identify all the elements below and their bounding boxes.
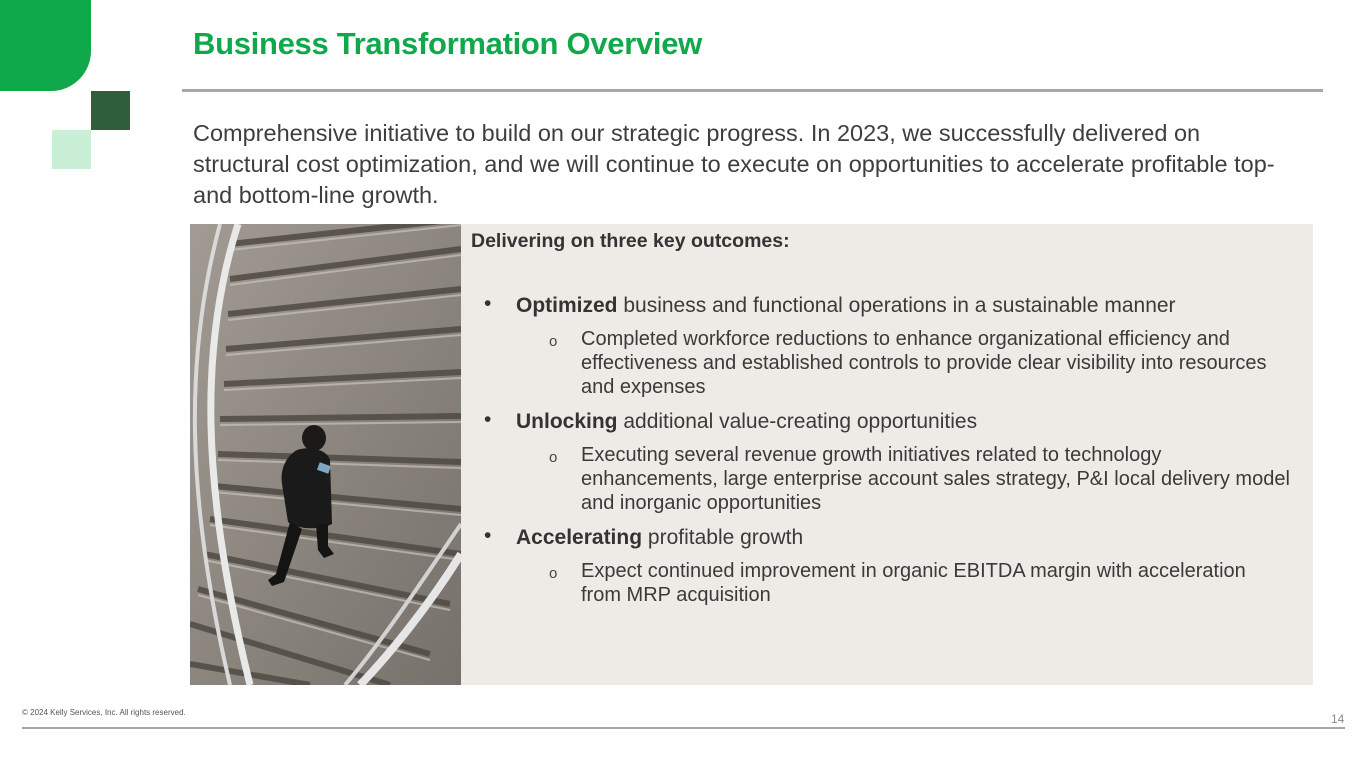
outcome-2-rest: additional value-creating opportunities (617, 410, 978, 433)
outcome-3-bold: Accelerating (516, 526, 643, 549)
outcome-3 (516, 526, 803, 550)
page-title: Business Transformation Overview (193, 26, 702, 61)
copyright-footer: © 2024 Kelly Services, Inc. All rights reserved. (22, 708, 186, 717)
outcome-2 (516, 410, 977, 434)
bullet-glyph: • (484, 292, 492, 315)
brand-light-square (52, 130, 91, 169)
bullet-glyph: • (484, 524, 492, 547)
stairs-photo (190, 224, 461, 685)
outcome-3-rest: profitable growth (642, 526, 804, 549)
sub-bullet-glyph: o (549, 449, 558, 466)
outcomes-panel (461, 224, 1313, 685)
outcome-2-bold: Unlocking (516, 410, 618, 433)
outcome-2-detail: Executing several revenue growth initiatives related to technology enhancements, large enterprise account sales strategy, P&I local delivery model and inorganic opportunities (581, 444, 1290, 514)
sub-bullet-glyph: o (549, 565, 558, 582)
bullet-glyph: • (484, 408, 492, 431)
title-divider (182, 89, 1323, 92)
sub-bullet-glyph: o (549, 333, 558, 350)
intro-paragraph: Comprehensive initiative to build on our strategic progress. In 2023, we successfully delivered on structural cost optimization, and we will continue to execute on opportunities to accelerate profitable top- and bottom-line growth. (193, 120, 1275, 208)
page-number: 14 (1331, 712, 1345, 726)
outcome-1-rest: business and functional operations in a sustainable manner (617, 294, 1176, 317)
brand-corner-square (0, 0, 91, 91)
panel-heading: Delivering on three key outcomes: (471, 230, 790, 252)
outcome-1 (516, 294, 1176, 318)
photo-stairs-businessman-icon (190, 224, 461, 685)
outcome-3-detail: Expect continued improvement in organic EBITDA margin with acceleration from MRP acquisition (581, 560, 1246, 606)
footer-divider (22, 727, 1345, 729)
brand-dark-square (91, 91, 130, 130)
outcome-1-bold: Optimized (516, 294, 618, 317)
outcome-1-detail: Completed workforce reductions to enhance organizational efficiency and effectiveness and established controls to provide clear visibility into resources and expenses (581, 328, 1267, 398)
